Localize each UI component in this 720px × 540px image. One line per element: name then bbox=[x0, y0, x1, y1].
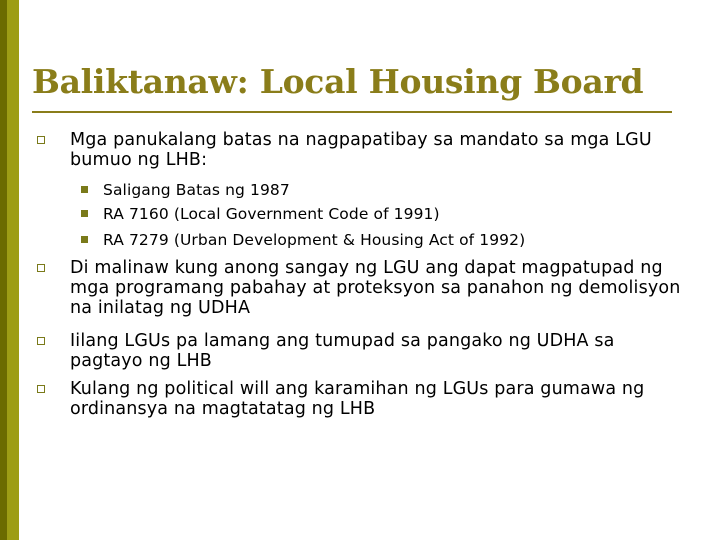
sub-bullet-text: Saligang Batas ng 1987 bbox=[103, 181, 290, 199]
filled-square-bullet-icon bbox=[81, 210, 88, 217]
sidebar-stripe-light bbox=[7, 0, 19, 540]
bullet-text: Kulang ng political will ang karamihan ng LGUs para gumawa ng ordinansya na magtatatag ng LHB bbox=[70, 379, 645, 419]
hollow-square-bullet-icon bbox=[37, 264, 45, 272]
sub-bullet-text: RA 7279 (Urban Development & Housing Act of 1992) bbox=[103, 231, 526, 249]
filled-square-bullet-icon bbox=[81, 236, 88, 243]
filled-square-bullet-icon bbox=[81, 186, 88, 193]
hollow-square-bullet-icon bbox=[37, 337, 45, 345]
hollow-square-bullet-icon bbox=[37, 136, 45, 144]
bullet-text: Di malinaw kung anong sangay ng LGU ang dapat magpatupad ng mga programang pabahay at proteksyon sa panahon ng demolisyon na inilatag ng UDHA bbox=[70, 258, 681, 318]
sidebar-stripe-dark bbox=[0, 0, 7, 540]
sub-bullet-text: RA 7160 (Local Government Code of 1991) bbox=[103, 205, 440, 223]
bullet-text: Iilang LGUs pa lamang ang tumupad sa pangako ng UDHA sa pagtayo ng LHB bbox=[70, 331, 615, 371]
slide-title: Baliktanaw: Local Housing Board bbox=[32, 62, 644, 101]
title-underline bbox=[32, 111, 672, 113]
bullet-text: Mga panukalang batas na nagpapatibay sa mandato sa mga LGU bumuo ng LHB: bbox=[70, 130, 652, 170]
hollow-square-bullet-icon bbox=[37, 385, 45, 393]
